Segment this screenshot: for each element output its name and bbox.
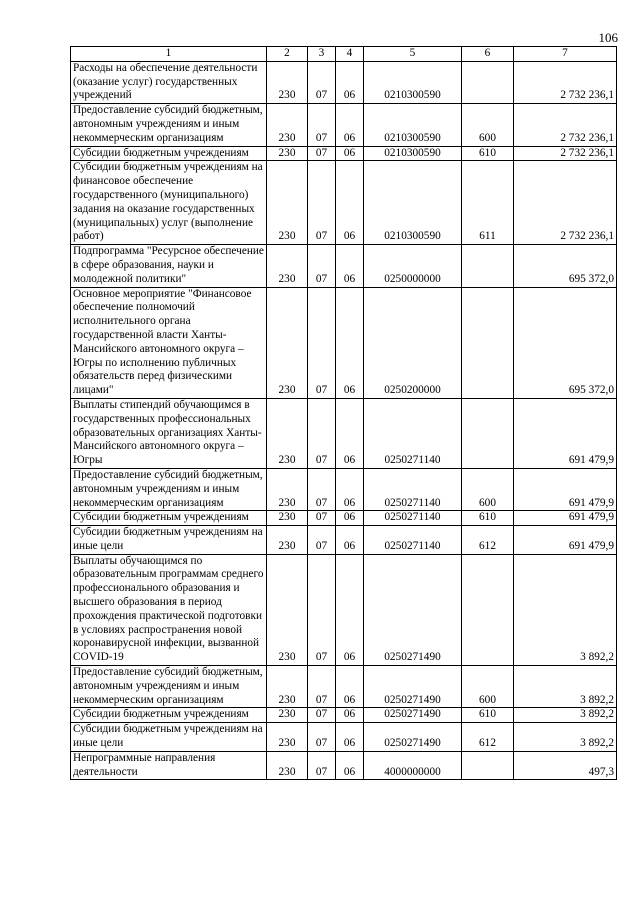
subsection-code-cell: 06 (336, 161, 364, 245)
subsection-code-cell: 06 (336, 554, 364, 665)
table-row (71, 398, 617, 468)
ministry-code-cell: 230 (267, 708, 308, 723)
column-header: 2 (267, 47, 308, 62)
amount-cell: 3 892,2 (514, 554, 617, 665)
ministry-code-cell: 230 (267, 751, 308, 780)
amount-cell: 695 372,0 (514, 245, 617, 287)
amount-cell: 2 732 236,1 (514, 161, 617, 245)
amount-cell: 691 479,9 (514, 398, 617, 468)
amount-cell: 2 732 236,1 (514, 104, 617, 146)
budget-table (70, 46, 617, 780)
amount-cell: 3 892,2 (514, 723, 617, 752)
amount-cell: 3 892,2 (514, 666, 617, 708)
subsection-code-cell: 06 (336, 666, 364, 708)
ministry-code-cell: 230 (267, 104, 308, 146)
expense-name-cell: Субсидии бюджетным учреждениям на иные цели (71, 723, 267, 752)
expense-name-cell: Субсидии бюджетным учреждениям на финансовое обеспечение государственного (муниципального) задания на оказание государственных (муниципальных) услуг (выполнение работ) (71, 161, 267, 245)
expense-name-cell: Выплаты обучающимся по образовательным программам среднего профессионального образования и высшего образования в период прохождения практической подготовки в условиях распространения новой коронавирусной инфекции, вызванной COVID-19 (71, 554, 267, 665)
target-article-cell: 0250271490 (364, 708, 462, 723)
table-row (71, 61, 617, 103)
ministry-code-cell: 230 (267, 526, 308, 555)
expense-name-cell: Непрограммные направления деятельности (71, 751, 267, 780)
table-row (71, 751, 617, 780)
expense-name-cell: Субсидии бюджетным учреждениям (71, 511, 267, 526)
target-article-cell: 4000000000 (364, 751, 462, 780)
amount-cell: 691 479,9 (514, 511, 617, 526)
section-code-cell: 07 (308, 666, 336, 708)
section-code-cell: 07 (308, 245, 336, 287)
section-code-cell: 07 (308, 61, 336, 103)
expense-name-cell: Субсидии бюджетным учреждениям (71, 146, 267, 161)
subsection-code-cell: 06 (336, 398, 364, 468)
column-header: 5 (364, 47, 462, 62)
subsection-code-cell: 06 (336, 61, 364, 103)
section-code-cell: 07 (308, 146, 336, 161)
column-header: 3 (308, 47, 336, 62)
table-row (71, 723, 617, 752)
table-header (71, 47, 617, 62)
expense-type-cell: 600 (462, 468, 514, 510)
expense-name-cell: Предоставление субсидий бюджетным, автономным учреждениям и иным некоммерческим организациям (71, 666, 267, 708)
table-row (71, 554, 617, 665)
column-header: 6 (462, 47, 514, 62)
subsection-code-cell: 06 (336, 526, 364, 555)
subsection-code-cell: 06 (336, 245, 364, 287)
ministry-code-cell: 230 (267, 287, 308, 398)
subsection-code-cell: 06 (336, 104, 364, 146)
target-article-cell: 0250271490 (364, 554, 462, 665)
expense-type-cell: 610 (462, 146, 514, 161)
table-row (71, 245, 617, 287)
column-header: 1 (71, 47, 267, 62)
expense-type-cell: 610 (462, 511, 514, 526)
section-code-cell: 07 (308, 287, 336, 398)
expense-name-cell: Выплаты стипендий обучающимся в государственных профессиональных образовательных организациях Ханты-Мансийского автономного округа – Югры (71, 398, 267, 468)
column-header: 7 (514, 47, 617, 62)
ministry-code-cell: 230 (267, 61, 308, 103)
section-code-cell: 07 (308, 554, 336, 665)
target-article-cell: 0250271140 (364, 468, 462, 510)
table-row (71, 287, 617, 398)
ministry-code-cell: 230 (267, 146, 308, 161)
expense-type-cell (462, 554, 514, 665)
expense-type-cell: 612 (462, 526, 514, 555)
expense-name-cell: Субсидии бюджетным учреждениям на иные цели (71, 526, 267, 555)
amount-cell: 3 892,2 (514, 708, 617, 723)
section-code-cell: 07 (308, 104, 336, 146)
target-article-cell: 0250271140 (364, 511, 462, 526)
table-row (71, 146, 617, 161)
section-code-cell: 07 (308, 723, 336, 752)
ministry-code-cell: 230 (267, 245, 308, 287)
expense-name-cell: Предоставление субсидий бюджетным, автономным учреждениям и иным некоммерческим организациям (71, 104, 267, 146)
subsection-code-cell: 06 (336, 146, 364, 161)
header-row (71, 47, 617, 62)
expense-type-cell (462, 61, 514, 103)
amount-cell: 691 479,9 (514, 468, 617, 510)
amount-cell: 2 732 236,1 (514, 61, 617, 103)
subsection-code-cell: 06 (336, 511, 364, 526)
section-code-cell: 07 (308, 511, 336, 526)
expense-type-cell: 610 (462, 708, 514, 723)
subsection-code-cell: 06 (336, 468, 364, 510)
target-article-cell: 0250000000 (364, 245, 462, 287)
expense-type-cell: 612 (462, 723, 514, 752)
target-article-cell: 0210300590 (364, 104, 462, 146)
ministry-code-cell: 230 (267, 161, 308, 245)
target-article-cell: 0210300590 (364, 146, 462, 161)
expense-type-cell (462, 287, 514, 398)
expense-name-cell: Подпрограмма "Ресурсное обеспечение в сфере образования, науки и молодежной политики" (71, 245, 267, 287)
ministry-code-cell: 230 (267, 723, 308, 752)
section-code-cell: 07 (308, 468, 336, 510)
expense-type-cell: 611 (462, 161, 514, 245)
section-code-cell: 07 (308, 398, 336, 468)
table-row (71, 468, 617, 510)
target-article-cell: 0250271140 (364, 526, 462, 555)
expense-name-cell: Основное мероприятие "Финансовое обеспечение полномочий исполнительного органа государственной власти Ханты-Мансийского автономного округа – Югры по исполнению публичных обязательств перед физическими лицами" (71, 287, 267, 398)
subsection-code-cell: 06 (336, 708, 364, 723)
amount-cell: 497,3 (514, 751, 617, 780)
expense-type-cell: 600 (462, 104, 514, 146)
ministry-code-cell: 230 (267, 666, 308, 708)
expense-type-cell (462, 751, 514, 780)
amount-cell: 2 732 236,1 (514, 146, 617, 161)
expense-name-cell: Субсидии бюджетным учреждениям (71, 708, 267, 723)
ministry-code-cell: 230 (267, 511, 308, 526)
table-body (71, 61, 617, 780)
expense-type-cell (462, 245, 514, 287)
target-article-cell: 0210300590 (364, 161, 462, 245)
page-number: 106 (598, 30, 618, 45)
table-row (71, 666, 617, 708)
expense-type-cell: 600 (462, 666, 514, 708)
target-article-cell: 0210300590 (364, 61, 462, 103)
table-row (71, 161, 617, 245)
table-row (71, 708, 617, 723)
ministry-code-cell: 230 (267, 468, 308, 510)
section-code-cell: 07 (308, 526, 336, 555)
section-code-cell: 07 (308, 708, 336, 723)
expense-name-cell: Расходы на обеспечение деятельности (оказание услуг) государственных учреждений (71, 61, 267, 103)
section-code-cell: 07 (308, 751, 336, 780)
target-article-cell: 0250271490 (364, 666, 462, 708)
column-header: 4 (336, 47, 364, 62)
table-row (71, 526, 617, 555)
subsection-code-cell: 06 (336, 723, 364, 752)
ministry-code-cell: 230 (267, 398, 308, 468)
target-article-cell: 0250200000 (364, 287, 462, 398)
section-code-cell: 07 (308, 161, 336, 245)
target-article-cell: 0250271140 (364, 398, 462, 468)
table-row (71, 104, 617, 146)
amount-cell: 691 479,9 (514, 526, 617, 555)
ministry-code-cell: 230 (267, 554, 308, 665)
expense-name-cell: Предоставление субсидий бюджетным, автономным учреждениям и иным некоммерческим организациям (71, 468, 267, 510)
expense-type-cell (462, 398, 514, 468)
amount-cell: 695 372,0 (514, 287, 617, 398)
subsection-code-cell: 06 (336, 287, 364, 398)
table-row (71, 511, 617, 526)
target-article-cell: 0250271490 (364, 723, 462, 752)
subsection-code-cell: 06 (336, 751, 364, 780)
